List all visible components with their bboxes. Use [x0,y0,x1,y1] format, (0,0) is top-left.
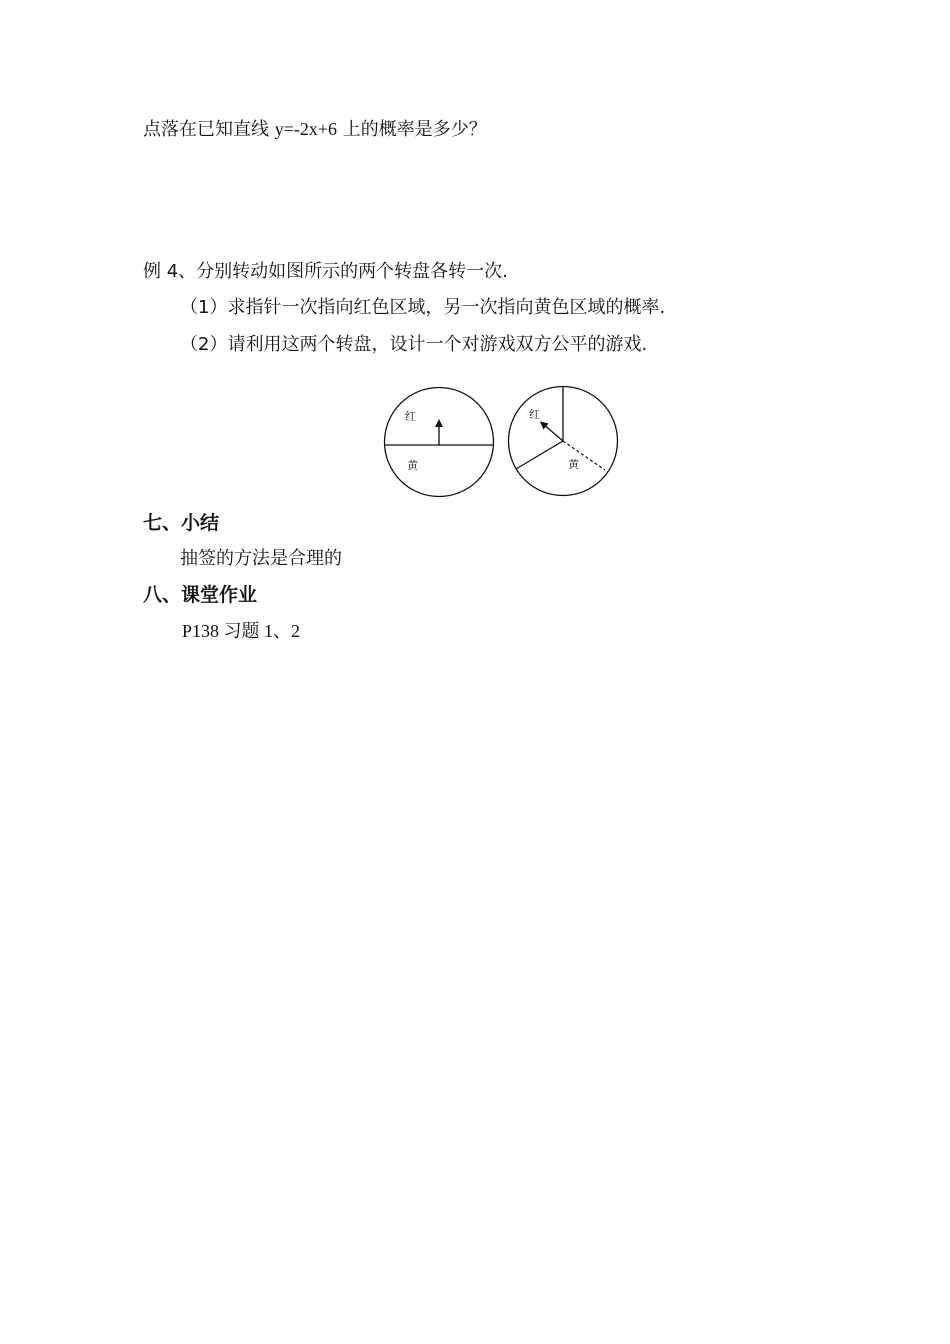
section7-heading: 七、小结 [143,512,220,534]
section8-heading: 八、课堂作业 [143,584,258,606]
right-red-label: 红 [529,408,540,421]
question-tail [143,117,487,142]
right-spinner-pointer [543,424,563,441]
example4-title: 例 4、分别转动如图所示的两个转盘各转一次. [143,261,508,282]
section8-body: P138 习题 1、2 [182,621,301,641]
example4-part1: （1）求指针一次指向红色区域，另一次指向黄色区域的概率. [180,297,666,318]
left-yellow-label: 黄 [407,459,418,472]
question-tail-suffix: 上的概率是多少？ [337,119,487,140]
right-spinner-divider-lower [516,441,563,469]
question-tail-prefix: 点落在已知直线 [143,119,275,140]
left-spinner [385,388,494,497]
section7-body: 抽签的方法是合理的 [180,548,342,569]
line-equation: y=-2x+6 [274,119,338,139]
example4-part2: （2）请利用这两个转盘，设计一个对游戏双方公平的游戏. [180,334,648,355]
spinners-figure [378,384,626,500]
right-yellow-label: 黄 [568,458,579,471]
right-spinner [509,387,618,496]
left-red-label: 红 [405,410,416,423]
